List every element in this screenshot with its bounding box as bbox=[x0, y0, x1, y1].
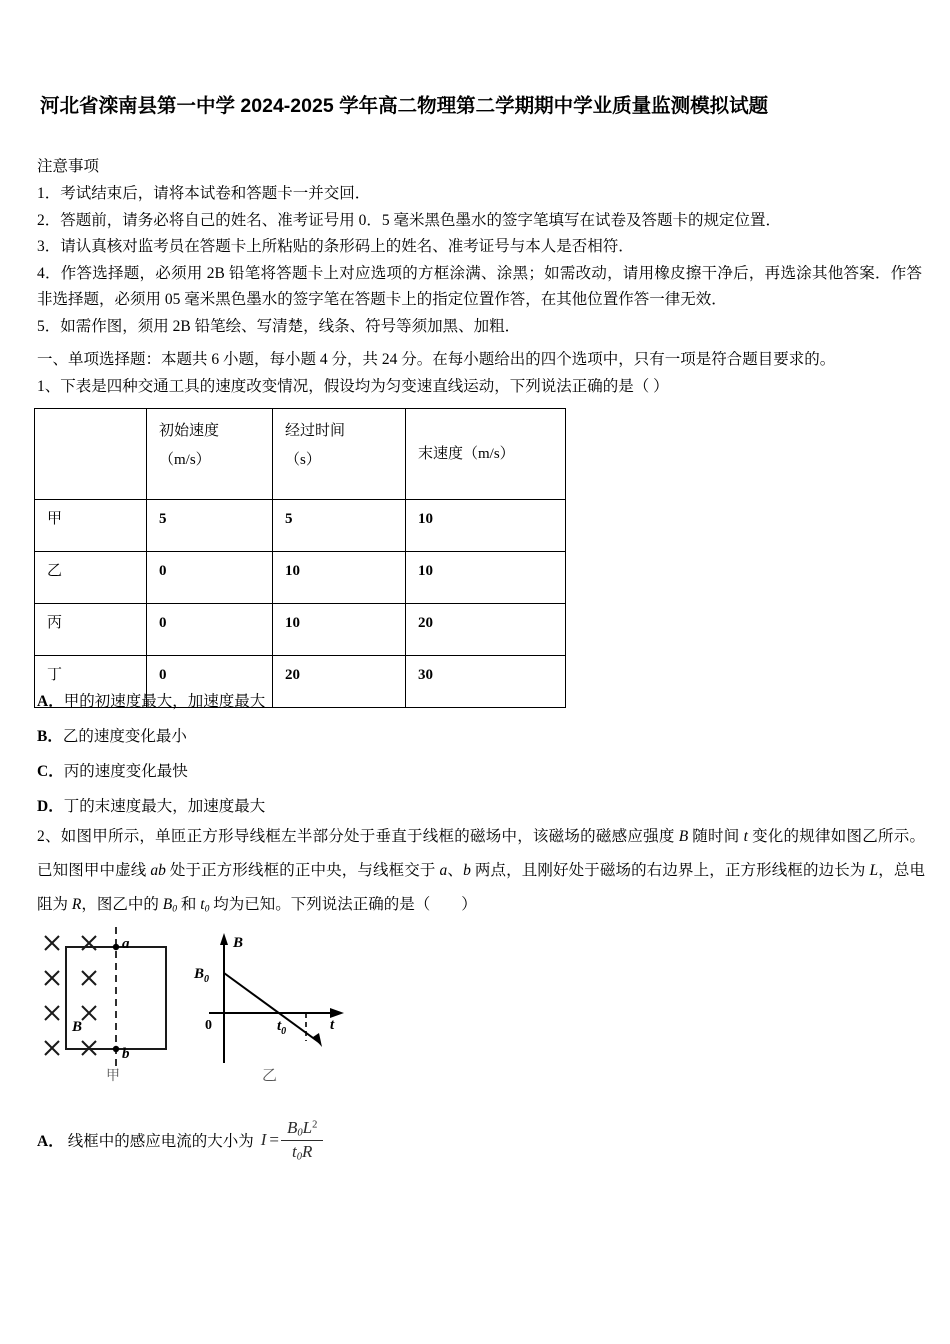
question-1-stem: 1、下表是四种交通工具的速度改变情况，假设均为匀变速直线运动，下列说法正确的是（ ） bbox=[37, 378, 669, 395]
notice-heading: 注意事项 bbox=[37, 158, 100, 175]
header-elapsed-time-name: 经过时间 bbox=[285, 423, 346, 439]
option-a-text: 甲的初速度最大，加速度最大 bbox=[63, 693, 266, 710]
cell-jia-t: 5 bbox=[273, 500, 406, 552]
table-row bbox=[35, 604, 566, 656]
y-axis-arrow bbox=[220, 933, 228, 945]
table-row bbox=[35, 500, 566, 552]
option-c-label: C． bbox=[37, 763, 64, 780]
caption-yi: 乙 bbox=[262, 1067, 278, 1084]
q2-sep: 、 bbox=[447, 862, 464, 879]
q2-var-t: t bbox=[743, 828, 748, 845]
point-a-marker bbox=[113, 944, 119, 950]
cross-icon bbox=[45, 936, 59, 950]
formula-denominator: $t_0R$ bbox=[291, 1141, 313, 1163]
notice-item-5: 5．如需作图，须用 2B 铅笔绘、写清楚，线条、符号等须加黑、加粗． bbox=[37, 317, 521, 335]
physics-figure-group bbox=[34, 925, 374, 1095]
notice-item-4: 4．作答选择题，必须用 2B 铅笔将答题卡上对应选项的方框涂满、涂黑；如需改动，请用橡皮擦干净后，再选涂其他答案．作答非选择题，必须用 05 毫米黑色墨水的签字笔在答题卡上的指定位置作答，在其他位置作答一律无效． bbox=[37, 264, 922, 308]
option-a-label: A． bbox=[37, 693, 64, 710]
figure-yi bbox=[193, 933, 344, 1084]
cell-bing-v0: 0 bbox=[147, 604, 273, 656]
table-header-blank bbox=[35, 409, 147, 500]
option-b-label: B． bbox=[37, 728, 63, 745]
q2-var-t0: $t_0$ bbox=[200, 896, 210, 915]
q2-var-B0: $B_0$ bbox=[162, 896, 178, 915]
formula-lhs: I bbox=[260, 1130, 267, 1150]
table-header-elapsed-time bbox=[273, 409, 406, 500]
label-t0: $t_0$ bbox=[277, 1018, 287, 1037]
cell-yi-v: 10 bbox=[406, 552, 566, 604]
q2-text-1: 2、如图甲所示，单匝正方形导线框左半部分处于垂直于线框的磁场中，该磁场的磁感应强度 bbox=[37, 828, 679, 845]
label-point-b: b bbox=[122, 1046, 130, 1062]
q2-var-L: L bbox=[869, 862, 879, 879]
caption-jia: 甲 bbox=[106, 1067, 120, 1083]
table-row bbox=[35, 552, 566, 604]
row-label-ding: 丁 bbox=[35, 656, 147, 708]
q2-var-a: a bbox=[439, 862, 448, 879]
q2-text-6: ，总电阻为 bbox=[37, 862, 925, 913]
notice-item-1: 1．考试结束后，请将本试卷和答题卡一并交回． bbox=[37, 185, 371, 202]
formula-numerator: $B_0L^2$ bbox=[281, 1118, 323, 1141]
speed-change-table bbox=[34, 408, 566, 708]
header-elapsed-time-unit: （s） bbox=[285, 452, 321, 468]
cell-jia-v: 10 bbox=[406, 500, 566, 552]
q2-var-b: b bbox=[463, 862, 471, 879]
field-cross-symbols bbox=[45, 936, 96, 1055]
table-header-final-velocity: 末速度（m/s） bbox=[406, 409, 566, 500]
point-b-marker bbox=[113, 1046, 119, 1052]
origin-label: 0 bbox=[205, 1018, 212, 1033]
row-label-jia: 甲 bbox=[35, 500, 147, 552]
notice-block bbox=[37, 155, 922, 340]
label-B0: $B_0$ bbox=[194, 966, 210, 985]
induced-current-formula bbox=[258, 1118, 324, 1162]
option-c bbox=[37, 754, 737, 789]
cell-yi-v0: 0 bbox=[147, 552, 273, 604]
option-b-text: 乙的速度变化最小 bbox=[62, 728, 187, 745]
q2-option-a-label: A． bbox=[37, 1133, 64, 1151]
cell-jia-v0: 5 bbox=[147, 500, 273, 552]
page-title: 河北省滦南县第一中学 2024-2025 学年高二物理第二学期期中学业质量监测模拟试题 bbox=[40, 95, 769, 117]
cell-ding-v0: 0 bbox=[147, 656, 273, 708]
row-label-yi: 乙 bbox=[35, 552, 147, 604]
q2-text-3: 变化的规律如图乙所示。已知图甲中虚线 bbox=[37, 828, 925, 879]
cell-bing-v: 20 bbox=[406, 604, 566, 656]
header-initial-velocity-name: 初始速度 bbox=[159, 423, 220, 439]
question-2-stem bbox=[37, 820, 925, 926]
option-d-label: D． bbox=[37, 798, 64, 815]
q2-text-2: 随时间 bbox=[688, 828, 744, 845]
option-a bbox=[37, 684, 737, 719]
option-c-text: 丙的速度变化最快 bbox=[63, 763, 188, 780]
figure-jia bbox=[45, 927, 166, 1083]
cross-icon bbox=[45, 1006, 59, 1020]
question-2-option-a bbox=[37, 1118, 537, 1162]
table-header-initial-velocity bbox=[147, 409, 273, 500]
q2-text-9: 均为已知。下列说法正确的是（ ） bbox=[209, 896, 477, 913]
cell-yi-t: 10 bbox=[273, 552, 406, 604]
q2-text-8: 和 bbox=[177, 896, 201, 913]
question-2-figures bbox=[34, 925, 374, 1095]
cross-icon bbox=[45, 1041, 59, 1055]
cell-ding-t: 20 bbox=[273, 656, 406, 708]
notice-item-2: 2．答题前，请务必将自己的姓名、准考证号用 0．5 毫米黑色墨水的签字笔填写在试卷及答题卡的规定位置． bbox=[37, 211, 782, 229]
option-d bbox=[37, 789, 737, 824]
q2-text-7: ，图乙中的 bbox=[81, 896, 163, 913]
row-label-bing: 丙 bbox=[35, 604, 147, 656]
q2-var-ab: ab bbox=[150, 862, 166, 879]
notice-item-3: 3．请认真核对监考员在答题卡上所粘贴的条形码上的姓名、准考证号与本人是否相符． bbox=[37, 238, 634, 255]
header-initial-velocity-unit: （m/s） bbox=[159, 452, 211, 468]
option-d-text: 丁的末速度最大，加速度最大 bbox=[63, 798, 266, 815]
question-1-options bbox=[37, 684, 737, 824]
section-heading: 一、单项选择题：本题共 6 小题，每小题 4 分，共 24 分。在每小题给出的四个选项中，只有一项是符合题目要求的。 bbox=[37, 351, 836, 368]
y-axis-label: B bbox=[233, 935, 244, 951]
q2-option-a-text: 线框中的感应电流的大小为 bbox=[67, 1133, 254, 1151]
formula-fraction bbox=[281, 1118, 323, 1162]
x-axis-label: t bbox=[330, 1017, 335, 1033]
q2-text-4: 处于正方形线框的正中央，与线框交于 bbox=[165, 862, 440, 879]
q2-var-B: B bbox=[678, 828, 689, 845]
label-field-B: B bbox=[72, 1019, 83, 1035]
formula-equals: = bbox=[269, 1130, 279, 1150]
cell-bing-t: 10 bbox=[273, 604, 406, 656]
q2-text-5: 两点，且刚好处于磁场的右边界上，正方形线框的边长为 bbox=[470, 862, 870, 879]
q2-var-R: R bbox=[71, 896, 82, 913]
cross-icon bbox=[82, 971, 96, 985]
cross-icon bbox=[45, 971, 59, 985]
table-header-row bbox=[35, 409, 566, 500]
cross-icon bbox=[82, 1006, 96, 1020]
cell-ding-v: 30 bbox=[406, 656, 566, 708]
label-point-a: a bbox=[122, 936, 130, 952]
option-b bbox=[37, 719, 737, 754]
